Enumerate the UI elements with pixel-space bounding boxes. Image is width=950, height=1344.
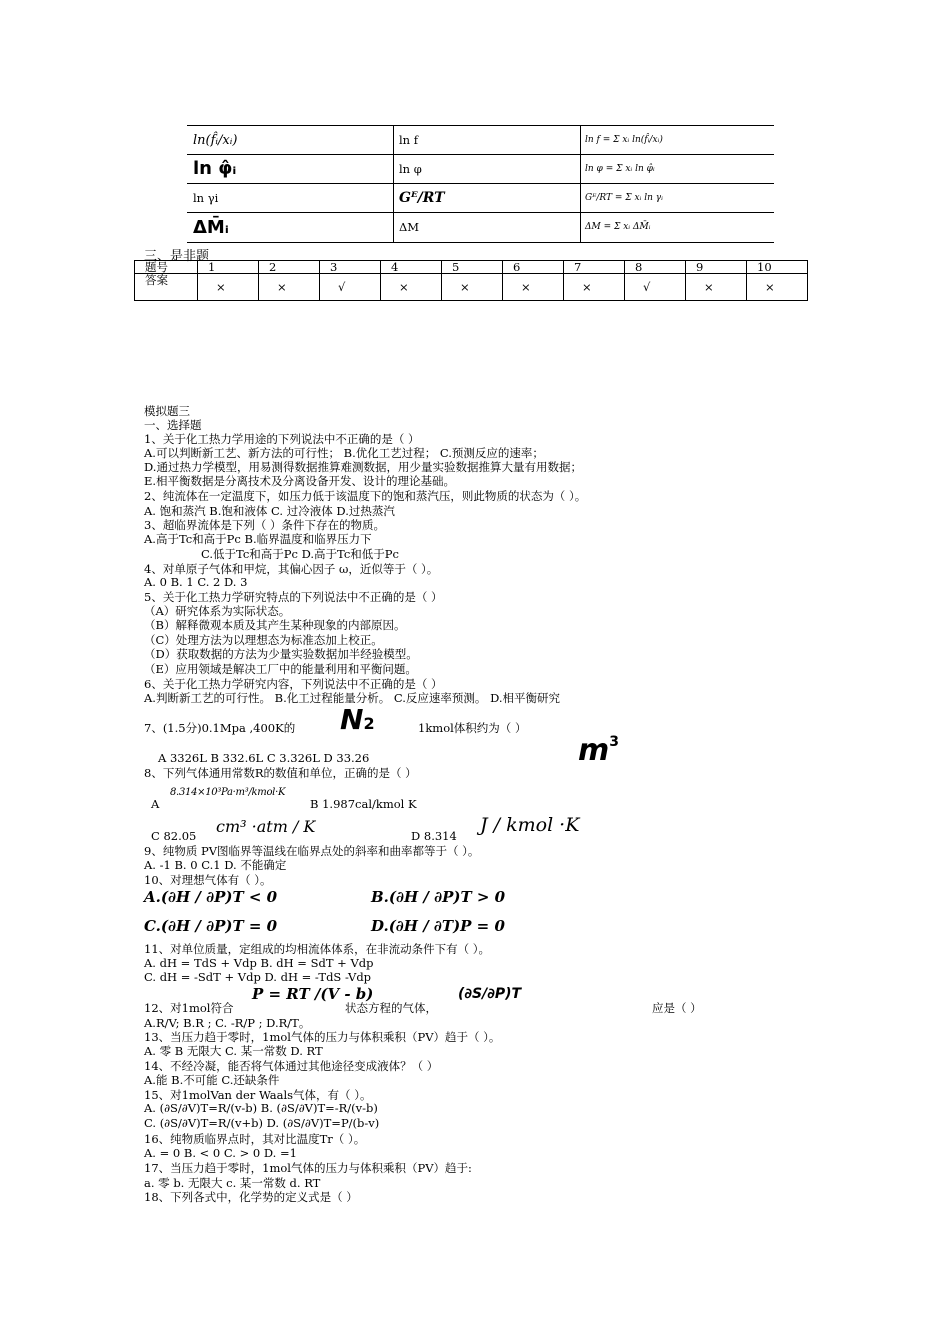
- question-text: 18、下列各式中，化学势的定义式是（ ）: [144, 1190, 358, 1204]
- formula-cell: ln γi: [193, 190, 219, 205]
- option-formula: 8.314×10³Pa·m³/kmol·K: [170, 787, 286, 798]
- option-text: A. 0 B. 1 C. 2 D. 3: [144, 575, 248, 589]
- section-title: 三、是非题: [144, 249, 210, 264]
- question-text: 11、对单位质量，定组成的均相流体体系，在非流动条件下有（ ）。: [144, 942, 491, 956]
- option-text: A. = 0 B. < 0 C. > 0 D. =1: [144, 1146, 297, 1160]
- option-text: E.相平衡数据是分离技术及分离设备开发、设计的理论基础。: [144, 474, 456, 488]
- option-formula: J / kmol ·K: [480, 814, 580, 836]
- option-text: A. -1 B. 0 C.1 D. 不能确定: [144, 858, 287, 872]
- question-text: 6、关于化工热力学研究内容，下列说法中不正确的是（ ）: [144, 677, 443, 691]
- equation: P = RT /(V - b): [252, 985, 374, 1003]
- n2-formula: N2: [340, 703, 375, 736]
- option-text: （C）处理方法为以理想态为标准态加上校正。: [144, 633, 383, 647]
- question-text: 15、对1molVan der Waals气体，有（ ）。: [144, 1088, 372, 1102]
- option-text: A. (∂S/∂V)T=R/(v-b) B. (∂S/∂V)T=-R/(v-b): [144, 1101, 378, 1115]
- table-header-cell: 8: [625, 261, 686, 274]
- option-text: A.高于Tc和高于Pc B.临界温度和临界压力下: [144, 532, 372, 546]
- m3-unit: $m^3$: [578, 733, 620, 768]
- table-header-cell: 4: [381, 261, 442, 274]
- question-text: 14、不经冷凝，能否将气体通过其他途径变成液体？（ ）: [144, 1059, 439, 1073]
- formula-row: [187, 212, 774, 242]
- option-text: D.通过热力学模型，用易测得数据推算难测数据，用少量实验数据推算大量有用数据；: [144, 460, 582, 474]
- question-text: 2、纯流体在一定温度下，如压力低于该温度下的饱和蒸汽压，则此物质的状态为（ ）。: [144, 489, 587, 503]
- question-text: 10、对理想气体有（ ）。: [144, 873, 272, 887]
- question-text: 17、当压力趋于零时，1mol气体的压力与体积乘积（PV）趋于:: [144, 1161, 472, 1175]
- formula-cell: ΔM = Σ xᵢ ΔM̄ᵢ: [585, 222, 651, 232]
- option-text: （E）应用领域是解决工厂中的能量利用和平衡问题。: [144, 662, 417, 676]
- table-cell: ×: [503, 274, 564, 301]
- formula-cell: Gᴱ/RT = Σ xᵢ ln γᵢ: [585, 192, 663, 203]
- question-text: 1、关于化工热力学用途的下列说法中不正确的是（ ）: [144, 432, 420, 446]
- table-header-cell: 6: [503, 261, 564, 274]
- option-text: （A）研究体系为实际状态。: [144, 604, 291, 618]
- formula-cell: ln f = Σ xᵢ ln(f̂ᵢ/xᵢ): [585, 135, 663, 145]
- table-header-cell: 9: [686, 261, 747, 274]
- table-cell: √: [625, 274, 686, 301]
- option-formula: C.(∂H / ∂P)T = 0: [144, 917, 278, 935]
- question-text: 8、下列气体通用常数R的数值和单位，正确的是（ ）: [144, 766, 417, 780]
- option-text: A 3326L B 332.6L C 3.326L D 33.26: [158, 751, 370, 765]
- question-text: 13、当压力趋于零时，1mol气体的压力与体积乘积（PV）趋于（ ）。: [144, 1030, 501, 1044]
- table-header-cell: 1: [198, 261, 259, 274]
- question-text: 7、(1.5分)0.1Mpa ,400K的: [144, 721, 296, 735]
- question-text: 12、对1mol符合: [144, 1001, 234, 1015]
- option-formula: cm³ ·atm / K: [216, 817, 316, 836]
- mock-title: 模拟题三: [144, 404, 190, 418]
- option-text: A.R/V; B.R ; C. -R/P ; D.R/T。: [144, 1016, 311, 1030]
- formula-cell: ln φ: [399, 161, 422, 176]
- formula-cell: ln f: [399, 133, 418, 147]
- answer-table-header-row: [135, 261, 808, 274]
- table-cell: ×: [442, 274, 503, 301]
- formula-row: [187, 126, 774, 155]
- option-text: A.能 B.不可能 C.还缺条件: [144, 1073, 280, 1087]
- option-text: C. (∂S/∂V)T=R/(v+b) D. (∂S/∂V)T=P/(b-v): [144, 1116, 380, 1130]
- answer-table: [134, 260, 808, 301]
- formula-row: [187, 154, 774, 184]
- table-cell: ×: [198, 274, 259, 301]
- table-cell: 答案: [135, 274, 198, 301]
- table-cell: ×: [564, 274, 625, 301]
- formula-cell: ΔM: [399, 220, 420, 234]
- question-text: 9、纯物质 PV图临界等温线在临界点处的斜率和曲率都等于（ ）。: [144, 844, 480, 858]
- option-label: A: [151, 797, 160, 811]
- table-cell: ×: [747, 274, 808, 301]
- option-formula: D.(∂H / ∂T)P = 0: [371, 917, 505, 935]
- answer-table-answer-row: [135, 274, 808, 301]
- question-text: 1kmol体积约为（ ）: [418, 721, 527, 735]
- table-header-cell: 10: [747, 261, 808, 274]
- formula-cell: ΔM̄ᵢ: [193, 216, 229, 238]
- formula-cell: ln φ = Σ xᵢ ln φ̂ᵢ: [585, 163, 655, 174]
- option-text: （B）解释微观本质及其产生某种现象的内部原因。: [144, 618, 406, 632]
- question-text: 5、关于化工热力学研究特点的下列说法中不正确的是（ ）: [144, 590, 443, 604]
- option-text: a. 零 b. 无限大 c. 某一常数 d. RT: [144, 1176, 321, 1190]
- section-title: 一、选择题: [144, 418, 202, 432]
- question-text: 16、纯物质临界点时，其对比温度Tr（ ）。: [144, 1132, 366, 1146]
- option-formula: A.(∂H / ∂P)T < 0: [144, 888, 278, 906]
- option-text: C.低于Tc和高于Pc D.高于Tc和低于Pc: [201, 547, 399, 561]
- formula-row: [187, 183, 774, 213]
- formula-cell: ln(f̂ᵢ/xᵢ): [193, 132, 238, 148]
- option-text: C 82.05: [151, 829, 197, 843]
- table-header-cell: 3: [320, 261, 381, 274]
- option-text: A.判断新工艺的可行性。 B.化工过程能量分析。 C.反应速率预测。 D.相平衡研究: [144, 691, 561, 705]
- option-text: （D）获取数据的方法为少量实验数据加半经验模型。: [144, 647, 418, 661]
- table-header-cell: 7: [564, 261, 625, 274]
- question-text: 3、超临界流体是下列（ ）条件下存在的物质。: [144, 518, 385, 532]
- option-text: C. dH = -SdT + Vdp D. dH = -TdS -Vdp: [144, 970, 372, 984]
- formula-cell: Gᴱ/RT: [399, 189, 445, 206]
- derivative: (∂S/∂P)T: [458, 986, 522, 1002]
- table-header-cell: 题号: [135, 261, 198, 274]
- option-text: A. 零 B 无限大 C. 某一常数 D. RT: [144, 1044, 323, 1058]
- option-text: D 8.314: [411, 829, 457, 843]
- table-header-cell: 5: [442, 261, 503, 274]
- option-text: B 1.987cal/kmol K: [310, 797, 417, 811]
- question-text: 4、对单原子气体和甲烷，其偏心因子 ω，近似等于（ ）。: [144, 562, 439, 576]
- question-text: 状态方程的气体，: [345, 1001, 437, 1015]
- option-text: A.可以判断新工艺、新方法的可行性； B.优化工艺过程； C.预测反应的速率；: [144, 446, 544, 460]
- option-text: A. 饱和蒸汽 B.饱和液体 C. 过冷液体 D.过热蒸汽: [144, 504, 395, 518]
- option-formula: B.(∂H / ∂P)T > 0: [371, 888, 506, 906]
- table-cell: ×: [381, 274, 442, 301]
- table-cell: ×: [259, 274, 320, 301]
- table-header-cell: 2: [259, 261, 320, 274]
- question-text: 应是（ ）: [652, 1001, 702, 1015]
- table-cell: ×: [686, 274, 747, 301]
- formula-table: [187, 125, 774, 243]
- option-text: A. dH = TdS + Vdp B. dH = SdT + Vdp: [144, 956, 374, 970]
- table-cell: √: [320, 274, 381, 301]
- formula-cell: ln φ̂ᵢ: [193, 158, 237, 179]
